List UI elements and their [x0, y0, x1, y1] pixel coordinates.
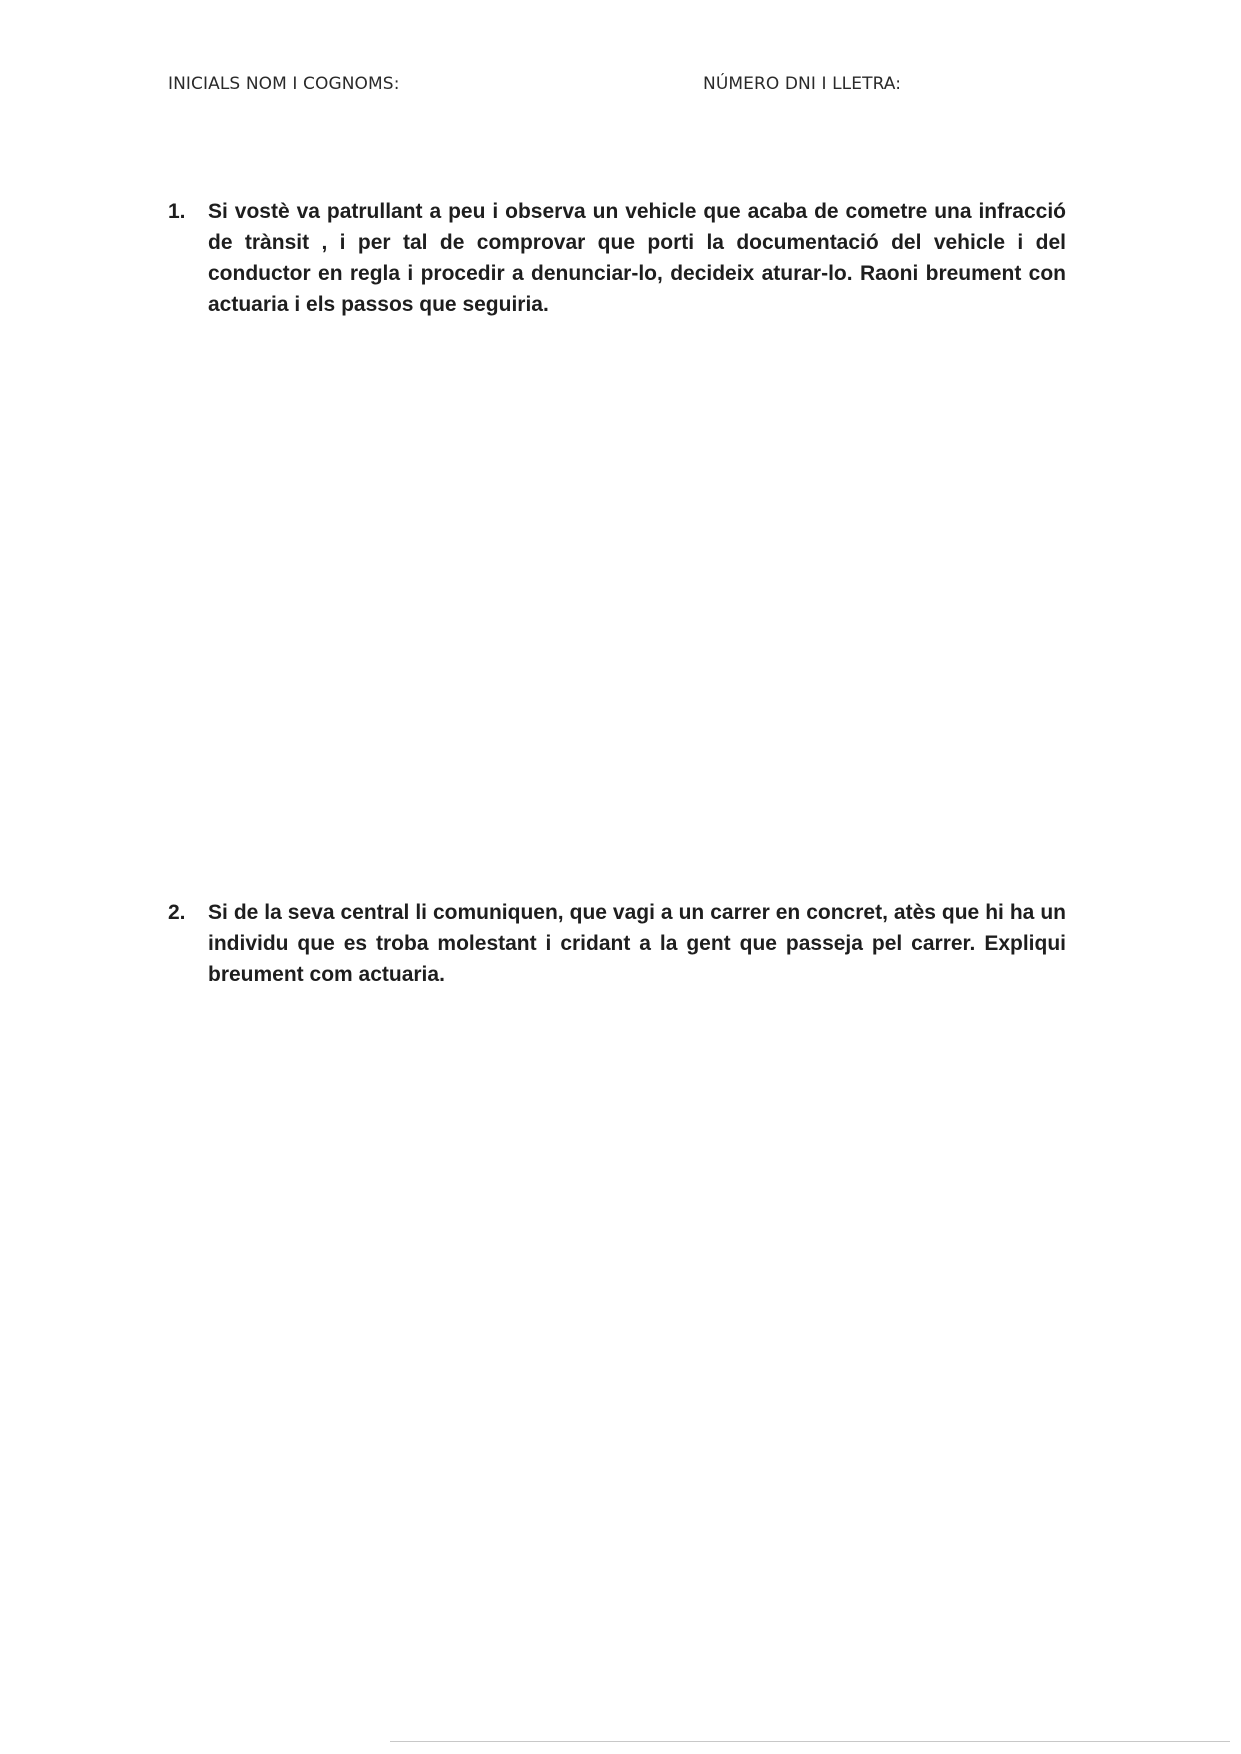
question-number: 2.: [168, 901, 186, 924]
question-number: 1.: [168, 200, 186, 223]
question-text: Si de la seva central li comuniquen, que vagi a un carrer en concret, atès que hi ha un individu que es troba molestant i cridant a la gent que passeja pel carrer. Expliqui breument com actuaria.: [208, 901, 1066, 986]
question-text: Si vostè va patrullant a peu i observa un vehicle que acaba de cometre una infracció de trànsit , i per tal de comprovar que porti la documentació del vehicle i del conductor en regla i procedir a denunciar-lo, decideix aturar-lo. Raoni breument con actuaria i els passos que seguiria.: [208, 200, 1066, 316]
name-field-label: INICIALS NOM I COGNOMS:: [168, 74, 400, 94]
bottom-divider: [390, 1741, 1230, 1742]
question-1: [168, 196, 1066, 320]
question-2: [168, 897, 1066, 990]
dni-field-label: NÚMERO DNI I LLETRA:: [703, 74, 902, 94]
